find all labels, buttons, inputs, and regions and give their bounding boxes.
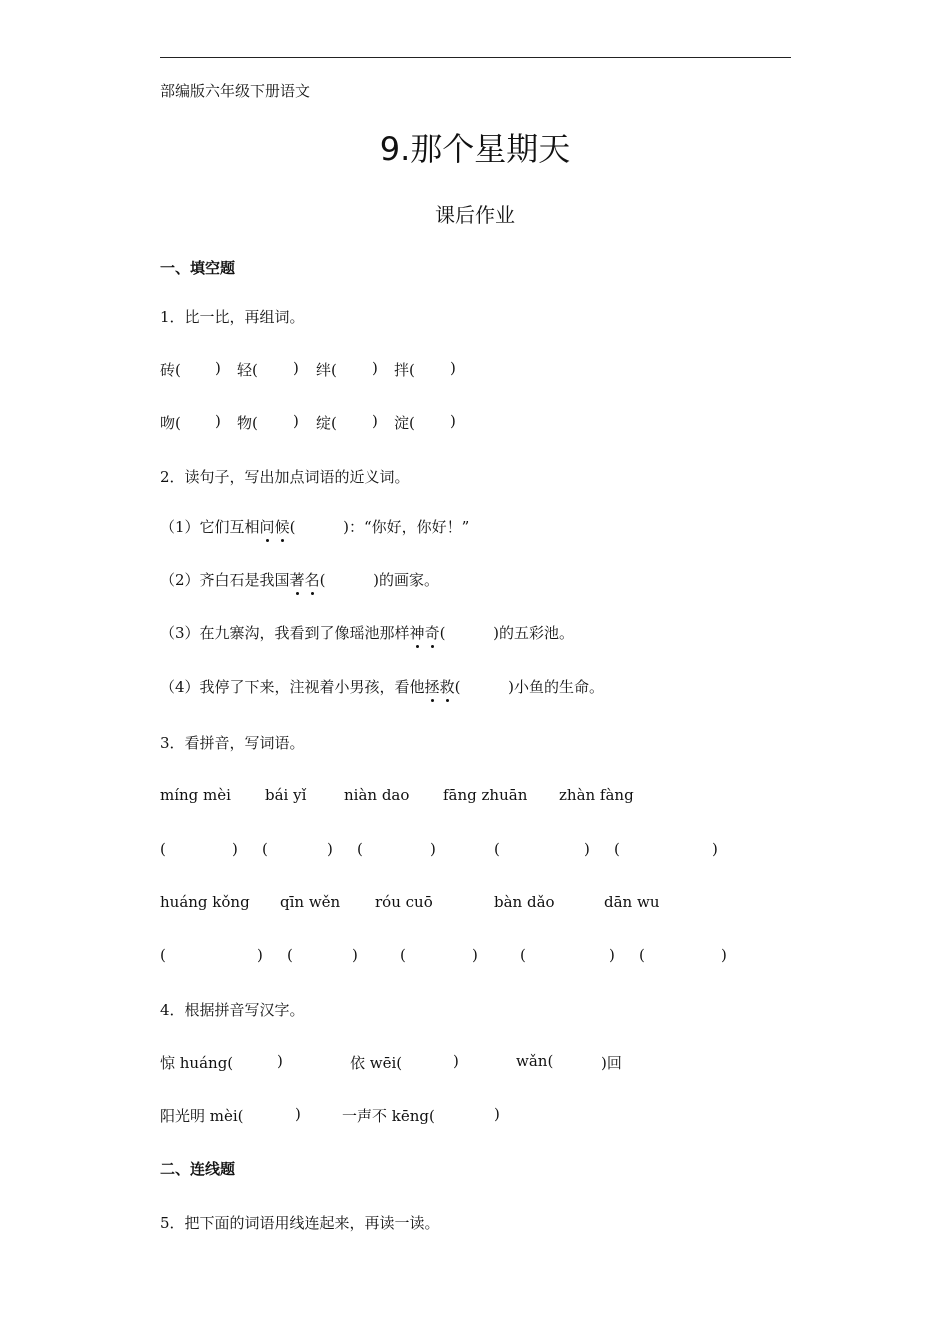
blank-open: (: [400, 946, 406, 964]
header-rule: [160, 57, 791, 58]
blank-open: 惊 huáng(: [160, 1054, 234, 1072]
pinyin-word: róu cuō: [375, 893, 433, 911]
pinyin-word: niàn dao: [344, 786, 410, 804]
blank-close: ): [712, 840, 718, 858]
dotted-character: 候: [274, 518, 290, 536]
blank-open: (: [614, 840, 620, 858]
dotted-character: 神: [409, 624, 425, 642]
question-2-prompt: 2．读句子，写出加点词语的近义词。: [160, 468, 410, 486]
blank-close: ): [215, 412, 221, 430]
pinyin-word: míng mèi: [160, 786, 231, 804]
blank-close: ): [450, 359, 456, 377]
pinyin-word: bái yǐ: [265, 786, 307, 804]
sentence-text: （2）齐白石是我国: [160, 571, 290, 589]
blank-open: 吻(: [160, 414, 181, 432]
dotted-character: 拯: [424, 678, 440, 696]
section-heading-fill-blank: 一、填空题: [160, 259, 236, 277]
blank-open: 一声不 kēng(: [342, 1107, 435, 1125]
blank-close: ): [295, 1105, 301, 1123]
section-heading-matching: 二、连线题: [160, 1160, 236, 1178]
blank-open: 轻(: [237, 361, 258, 379]
blank-open: 物(: [237, 414, 258, 432]
pinyin-word: zhàn fàng: [559, 786, 634, 804]
dotted-character: 救: [439, 678, 455, 696]
blank-close: ): [494, 1105, 500, 1123]
blank-open: 砖(: [160, 361, 181, 379]
blank-close: ): [257, 946, 263, 964]
blank-close: ): [453, 1052, 459, 1070]
blank-open: (: [160, 840, 166, 858]
blank-close: ): [293, 359, 299, 377]
blank-close: ): [372, 359, 378, 377]
page-subtitle: 课后作业: [435, 203, 515, 227]
blank-open: (: [287, 946, 293, 964]
question-3-prompt: 3．看拼音，写词语。: [160, 734, 305, 752]
sentence-text: ( )小鱼的生命。: [454, 678, 604, 696]
sentence-text: （1）它们互相: [160, 518, 260, 536]
blank-close: ): [584, 840, 590, 858]
blank-open: 依 wēi(: [350, 1054, 403, 1072]
question-1-prompt: 1．比一比，再组词。: [160, 308, 305, 326]
sentence-text: （4）我停了下来，注视着小男孩，看他: [160, 678, 425, 696]
blank-open: 淀(: [394, 414, 415, 432]
blank-open: (: [639, 946, 645, 964]
pinyin-word: fāng zhuān: [443, 786, 528, 804]
pinyin-word: dān wu: [604, 893, 660, 911]
blank-close: ): [450, 412, 456, 430]
sentence-text: ( )的五彩池。: [439, 624, 574, 642]
blank-close: ): [352, 946, 358, 964]
blank-open: 绊(: [316, 361, 337, 379]
blank-open: (: [520, 946, 526, 964]
blank-close: )回: [601, 1054, 622, 1072]
blank-close: ): [327, 840, 333, 858]
blank-close: ): [430, 840, 436, 858]
dotted-character: 问: [259, 518, 275, 536]
dotted-character: 名: [304, 571, 320, 589]
blank-close: ): [232, 840, 238, 858]
sentence-text: ( )：“你好，你好！”: [289, 518, 470, 536]
blank-open: 阳光明 mèi(: [160, 1107, 244, 1125]
dotted-character: 著: [289, 571, 305, 589]
blank-open: wǎn(: [516, 1052, 554, 1070]
pinyin-word: qīn wěn: [280, 893, 341, 911]
blank-open: (: [160, 946, 166, 964]
blank-open: (: [262, 840, 268, 858]
sentence-text: （3）在九寨沟，我看到了像瑶池那样: [160, 624, 410, 642]
blank-open: 拌(: [394, 361, 415, 379]
page-title: 9.那个星期天: [379, 130, 571, 168]
blank-close: ): [293, 412, 299, 430]
question-2-sentence-2: [160, 569, 439, 590]
question-2-sentence-1: [160, 516, 469, 537]
question-2-sentence-3: [160, 622, 574, 643]
blank-open: (: [494, 840, 500, 858]
blank-open: 绽(: [316, 414, 337, 432]
blank-close: ): [277, 1052, 283, 1070]
pinyin-word: bàn dǎo: [494, 893, 555, 911]
document-header: 部编版六年级下册语文: [160, 82, 311, 100]
blank-close: ): [372, 412, 378, 430]
pinyin-word: huáng kǒng: [160, 893, 250, 911]
blank-close: ): [472, 946, 478, 964]
blank-close: ): [609, 946, 615, 964]
sentence-text: ( )的画家。: [319, 571, 439, 589]
question-2-sentence-4: [160, 676, 604, 697]
blank-close: ): [721, 946, 727, 964]
question-5-prompt: 5．把下面的词语用线连起来，再读一读。: [160, 1214, 440, 1232]
blank-close: ): [215, 359, 221, 377]
blank-open: (: [357, 840, 363, 858]
question-4-prompt: 4．根据拼音写汉字。: [160, 1001, 305, 1019]
dotted-character: 奇: [424, 624, 440, 642]
